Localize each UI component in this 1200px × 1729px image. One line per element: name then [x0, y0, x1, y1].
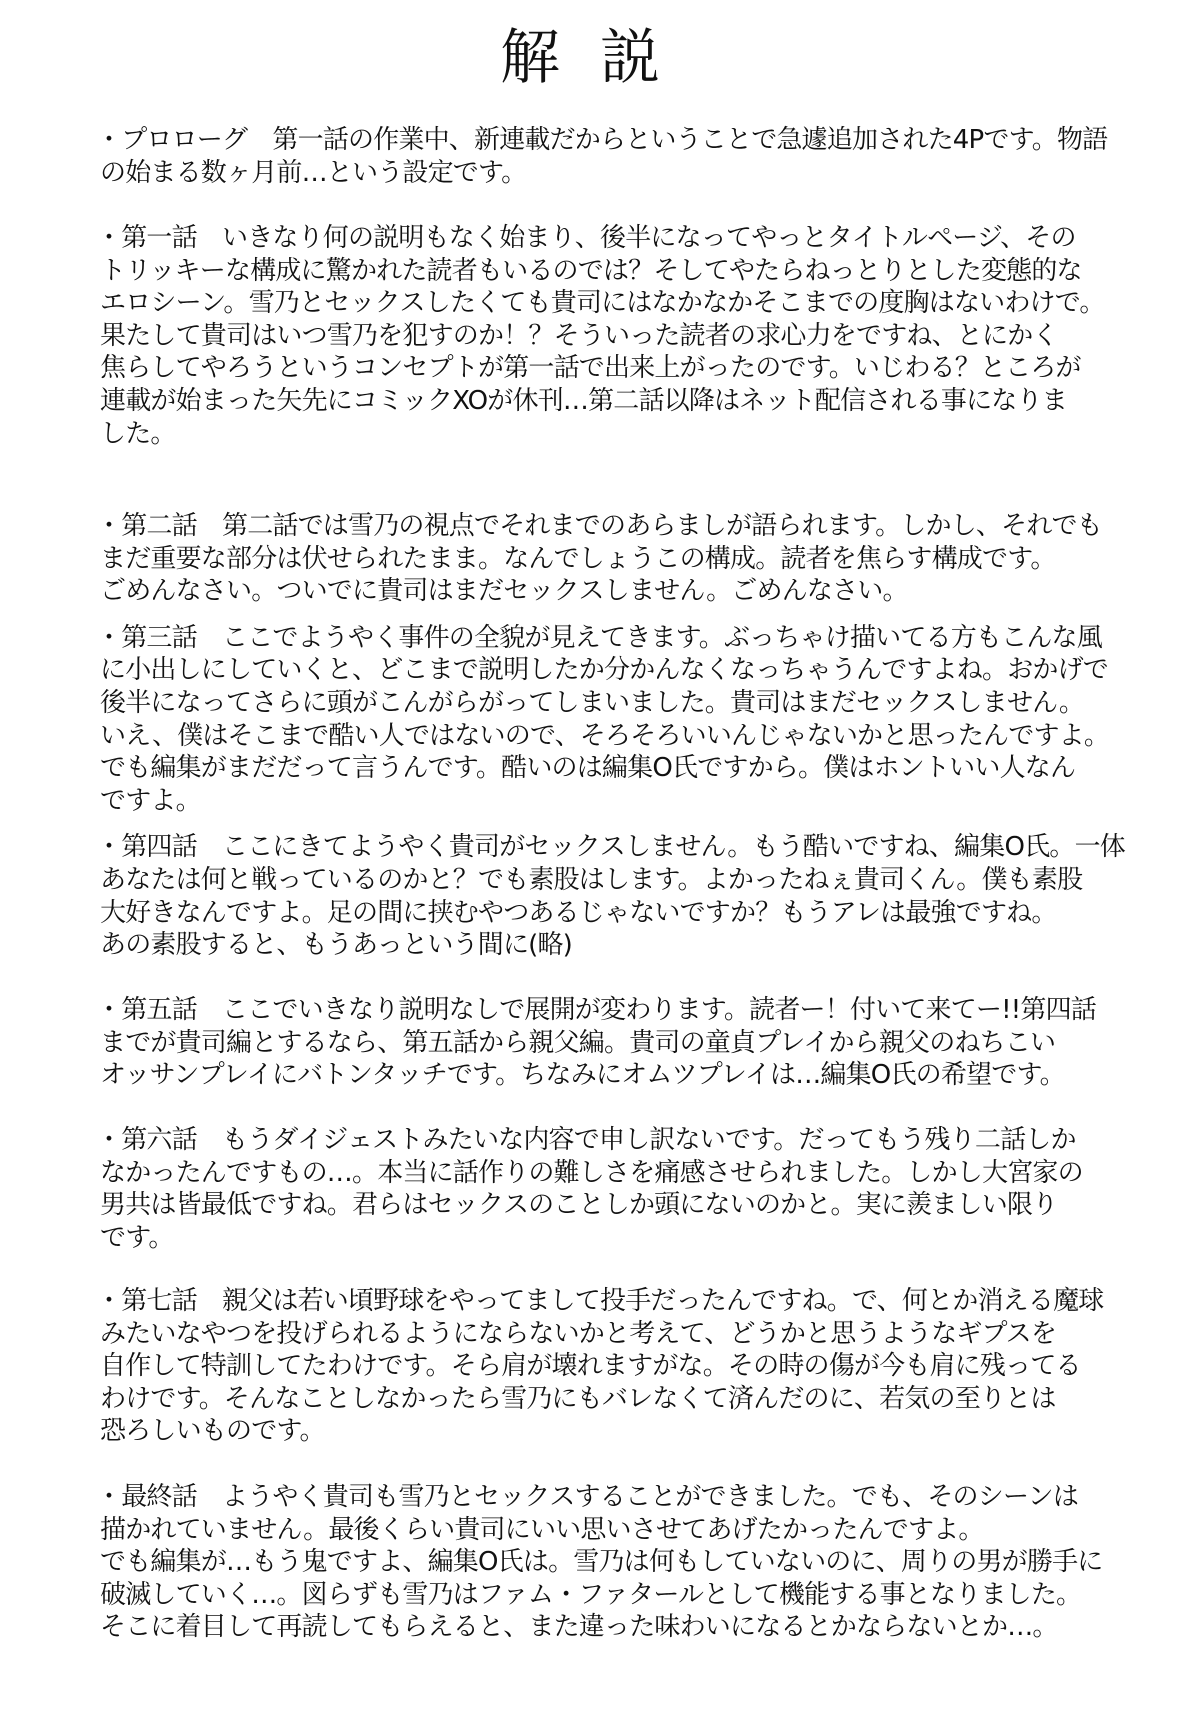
commentary-section [96, 622, 1186, 818]
text-line: ・第六話 もうダイジェストみたいな内容で申し訳ないです。だってもう残り二話しか [96, 1125, 1076, 1155]
text-line: オッサンプレイにバトンタッチです。ちなみにオムツプレイは…編集O氏の希望です。 [100, 1060, 1065, 1091]
text-line: に小出しにしていくと、どこまで説明したか分かんなくなっちゃうんですよね。おかげで [100, 655, 1109, 686]
text-line: みたいなやつを投げられるようにならないかと考えて、どうかと思うようなギプスを [100, 1318, 1057, 1349]
text-line: の始まる数ヶ月前…という設定です。 [100, 157, 527, 188]
text-line: までが貴司編とするなら、第五話から親父編。貴司の童貞プレイから親父のねちこい [100, 1027, 1056, 1058]
text-line: した。 [100, 418, 176, 449]
text-line: 描かれていません。最後くらい貴司にいい思いさせてあげたかったんですよ。 [100, 1514, 984, 1545]
text-line: いえ、僕はそこまで酷い人ではないので、そろそろいいんじゃないかと思ったんですよ。 [100, 720, 1110, 751]
text-line: トリッキーな構成に驚かれた読者もいるのでは？そしてやたらねっとりとした変態的な [100, 255, 1082, 286]
text-line: でも編集がまだだって言うんです。酷いのは編集O氏ですから。僕はホントいい人なん [100, 753, 1076, 784]
text-line: ですよ。 [100, 785, 201, 816]
text-line: エロシーン。雪乃とセックスしたくても貴司にはなかなかそこまでの度胸はないわけで。 [100, 288, 1105, 319]
commentary-section [96, 124, 1186, 189]
text-line: 焦らしてやろうというコンセプトが第一話で出来上がったのです。いじわる？ところが [100, 353, 1081, 384]
text-line: 大好きなんですよ。足の間に挟むやつあるじゃないですか？もうアレは最強ですね。 [100, 897, 1057, 928]
text-line: まだ重要な部分は伏せられたまま。なんでしょうこの構成。読者を焦らす構成です。 [100, 543, 1056, 574]
text-line: そこに着目して再読してもらえると、また違った味わいになるとかならないとか…。 [100, 1612, 1058, 1643]
text-line: ・第七話 親父は若い頃野球をやってまして投手だったんですね。で、何とか消える魔球 [96, 1286, 1104, 1316]
text-line: 男共は皆最低ですね。君らはセックスのことしか頭にないのかと。実に羨ましい限り [100, 1190, 1058, 1221]
text-line: ・第五話 ここでいきなり説明なしで展開が変わります。読者ー！付いて来てー!!第四話 [96, 995, 1096, 1025]
text-line: 後半になってさらに頭がこんがらがってしまいました。貴司はまだセックスしません。 [100, 687, 1085, 718]
text-line: ・プロローグ 第一話の作業中、新連載だからということで急遽追加された4Pです。物語 [96, 125, 1108, 155]
commentary-section [96, 1124, 1186, 1254]
commentary-section [96, 831, 1186, 961]
text-line: ・第一話 いきなり何の説明もなく始まり、後半になってやっとタイトルページ、その [96, 223, 1076, 253]
text-line: でも編集が…もう鬼ですよ、編集O氏は。雪乃は何もしていないのに、周りの男が勝手に [100, 1547, 1103, 1578]
commentary-section [96, 1481, 1186, 1644]
text-line: あの素股すると、もうあっという間に(略) [100, 930, 573, 961]
text-line: 恐ろしいものです。 [100, 1416, 325, 1447]
commentary-section [96, 222, 1186, 450]
text-line: ・第三話 ここでようやく事件の全貌が見えてきます。ぶっちゃけ描いてる方もこんな風 [96, 622, 1102, 653]
text-line: 破滅していく…。図らずも雪乃はファム・ファタールとして機能する事となりました。 [100, 1579, 1082, 1610]
text-line: です。 [100, 1222, 174, 1253]
text-line: ・第四話 ここにきてようやく貴司がセックスしません。もう酷いですね、編集O氏。一体 [96, 832, 1125, 863]
text-line: ・最終話 ようやく貴司も雪乃とセックスすることができました。でも、そのシーンは [96, 1482, 1079, 1512]
text-line: ・第二話 第二話では雪乃の視点でそれまでのあらましが語られます。しかし、それでも [96, 511, 1102, 541]
page-title: 解説 [500, 23, 700, 93]
text-line: ごめんなさい。ついでに貴司はまだセックスしません。ごめんなさい。 [100, 576, 908, 607]
commentary-section [96, 994, 1186, 1092]
commentary-section [96, 510, 1186, 608]
text-line: 果たして貴司はいつ雪乃を犯すのか！？そういった読者の求心力をですね、とにかく [100, 320, 1058, 351]
text-line: なかったんですもの…。本当に話作りの難しさを痛感させられました。しかし大宮家の [100, 1157, 1083, 1188]
text-line: 自作して特訓してたわけです。そら肩が壊れますがな。その時の傷が今も肩に残ってる [100, 1351, 1081, 1382]
text-line: わけです。そんなことしなかったら雪乃にもバレなくて済んだのに、若気の至りとは [100, 1383, 1056, 1414]
text-line: 連載が始まった矢先にコミックXOが休刊…第二話以降はネット配信される事になりま [100, 385, 1067, 416]
text-line: あなたは何と戦っているのかと？でも素股はします。よかったねぇ貴司くん。僕も素股 [100, 864, 1083, 895]
commentary-section [96, 1285, 1186, 1448]
